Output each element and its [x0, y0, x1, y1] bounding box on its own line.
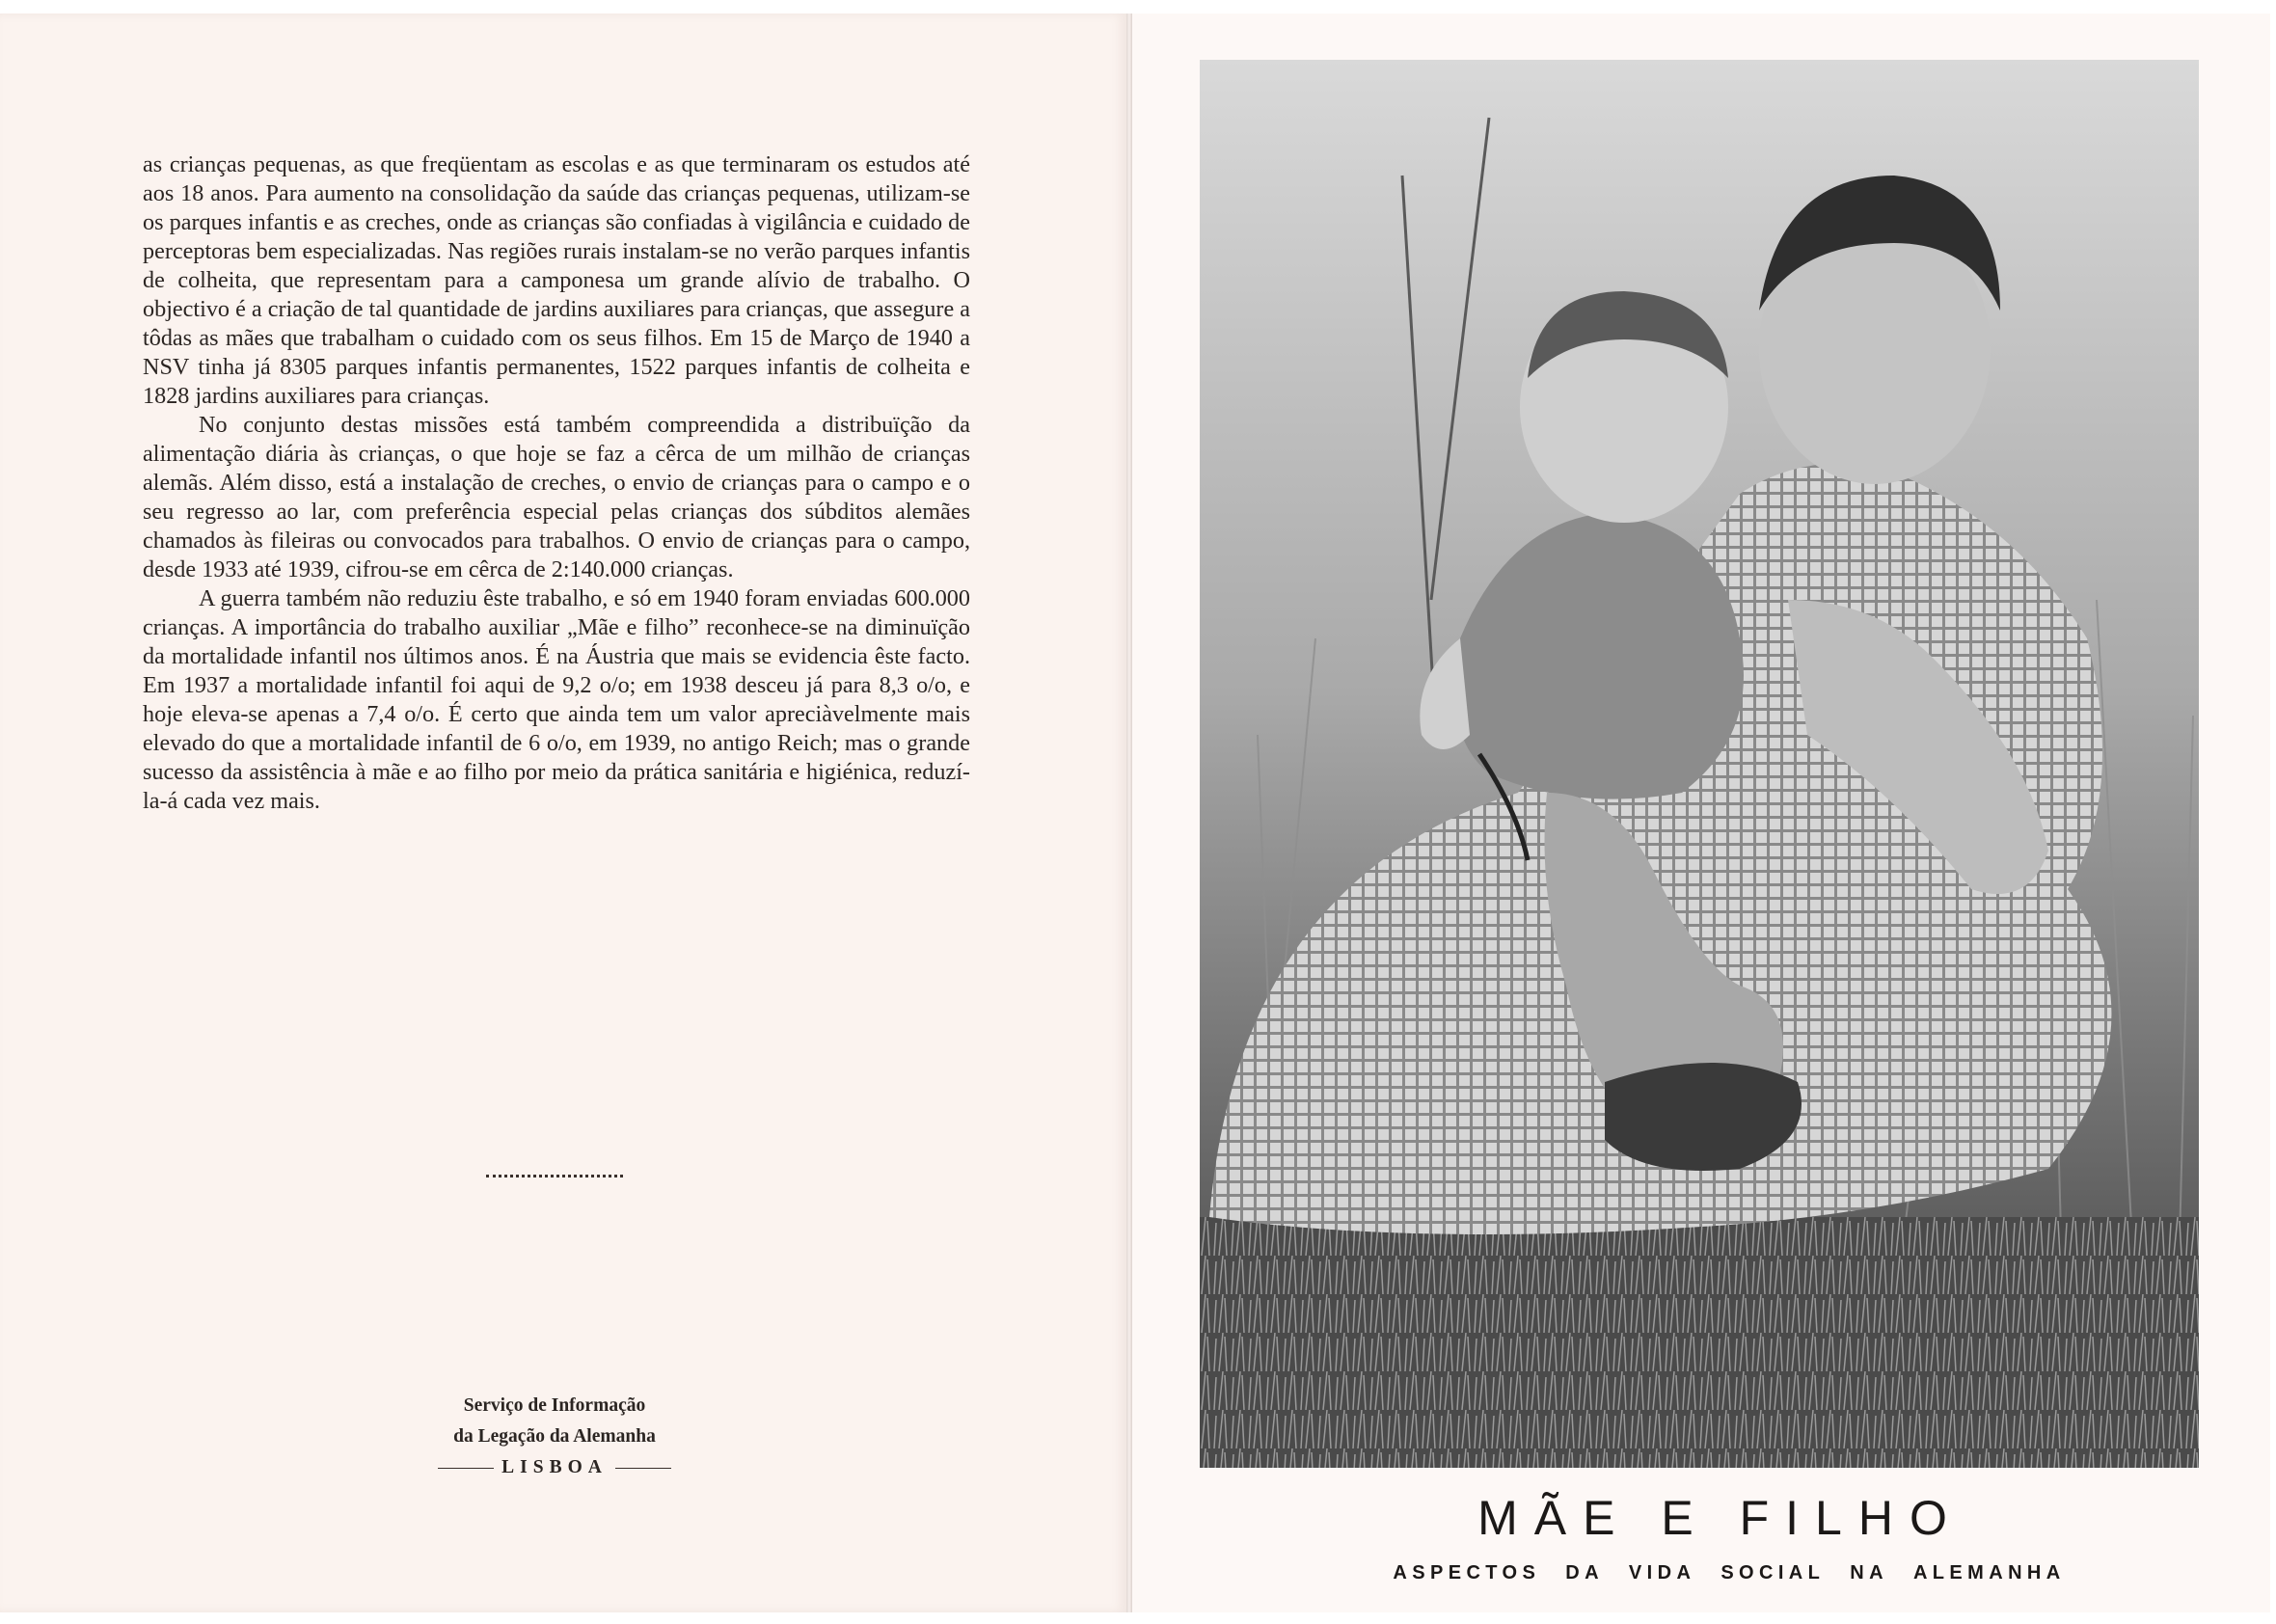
right-page	[1132, 14, 2270, 1612]
city-rule-left	[438, 1468, 494, 1469]
paragraph-3: A guerra também não reduziu êste trabalho, e só em 1940 foram enviadas 600.000 crianças. A importância do trabalho auxiliar „Mãe e filho” reconhece-se na diminuïção da mortalidade infantil nos últimos anos. É na Áustria que mais se evidencia êste facto. Em 1937 a mortalidade infantil foi aqui de 9,2 o/o; em 1938 desceu já para 8,3 o/o, e hoje eleva-se apenas a 7,4 o/o. É certo que ainda tem um valor apreciàvelmente mais elevado do que a mortalidade infantil de 6 o/o, em 1939, no antigo Reich; mas o grande sucesso da assistência à mãe e ao filho por meio da prática sanitária e higiénica, reduzí-la-á cada vez mais.	[143, 585, 970, 814]
cover-subtitle	[1132, 1562, 2270, 1584]
mother-and-child-photo	[1200, 60, 2199, 1468]
article-text	[143, 150, 970, 816]
imprint-line-2: da Legação da Alemanha	[453, 1426, 656, 1447]
imprint-city-row	[395, 1452, 714, 1483]
subtitle-word: SOCIAL	[1721, 1562, 1826, 1583]
left-page	[0, 14, 1126, 1612]
subtitle-word: NA	[1850, 1562, 1888, 1583]
subtitle-word: ALEMANHA	[1912, 1562, 2066, 1583]
paragraph-2: No conjunto destas missões está também compreendida a distribuïção da alimentação diária às crianças, o que hoje se faz a cêrca de um milhão de crianças alemãs. Além disso, está a instalação de creches, o envio de crianças para o campo e o seu regresso ao lar, com preferência especial pelas crianças dos súbditos alemães chamados às fileiras ou convocados para trabalhos. O envio de crianças para o campo, desde 1933 até 1939, cifrou-se em cêrca de 2:140.000 crianças.	[143, 412, 970, 582]
photo-illustration	[1200, 60, 2199, 1468]
dotted-divider	[486, 1175, 623, 1181]
subtitle-word: ASPECTOS	[1393, 1562, 1541, 1583]
imprint-city: LISBOA	[501, 1457, 608, 1477]
subtitle-word: VIDA	[1628, 1562, 1696, 1583]
paragraph-1: as crianças pequenas, as que freqüentam as escolas e as que terminaram os estudos até aos 18 anos. Para aumento na consolidação da saúde das crianças pequenas, utilizam-se os parques infantis e as creches, onde as crianças são confiadas à vigilância e cuidado de perceptoras bem especializadas. Nas regiões rurais instalam-se no verão parques infantis de colheita, que representam para a camponesa um grande alívio de trabalho. O objectivo é a criação de tal quantidade de jardins auxiliares para crianças, que assegure a tôdas as mães que trabalham o cuidado com os seus filhos. Em 15 de Março de 1940 a NSV tinha já 8305 parques infantis permanentes, 1522 parques infantis de colheita e 1828 jardins auxiliares para crianças.	[143, 151, 970, 409]
imprint-line-1: Serviço de Informação	[463, 1395, 646, 1416]
cover-title: MÃE E FILHO	[1477, 1491, 1964, 1545]
subtitle-word: DA	[1565, 1562, 1604, 1583]
city-rule-right	[615, 1468, 671, 1469]
publisher-imprint	[395, 1391, 714, 1483]
